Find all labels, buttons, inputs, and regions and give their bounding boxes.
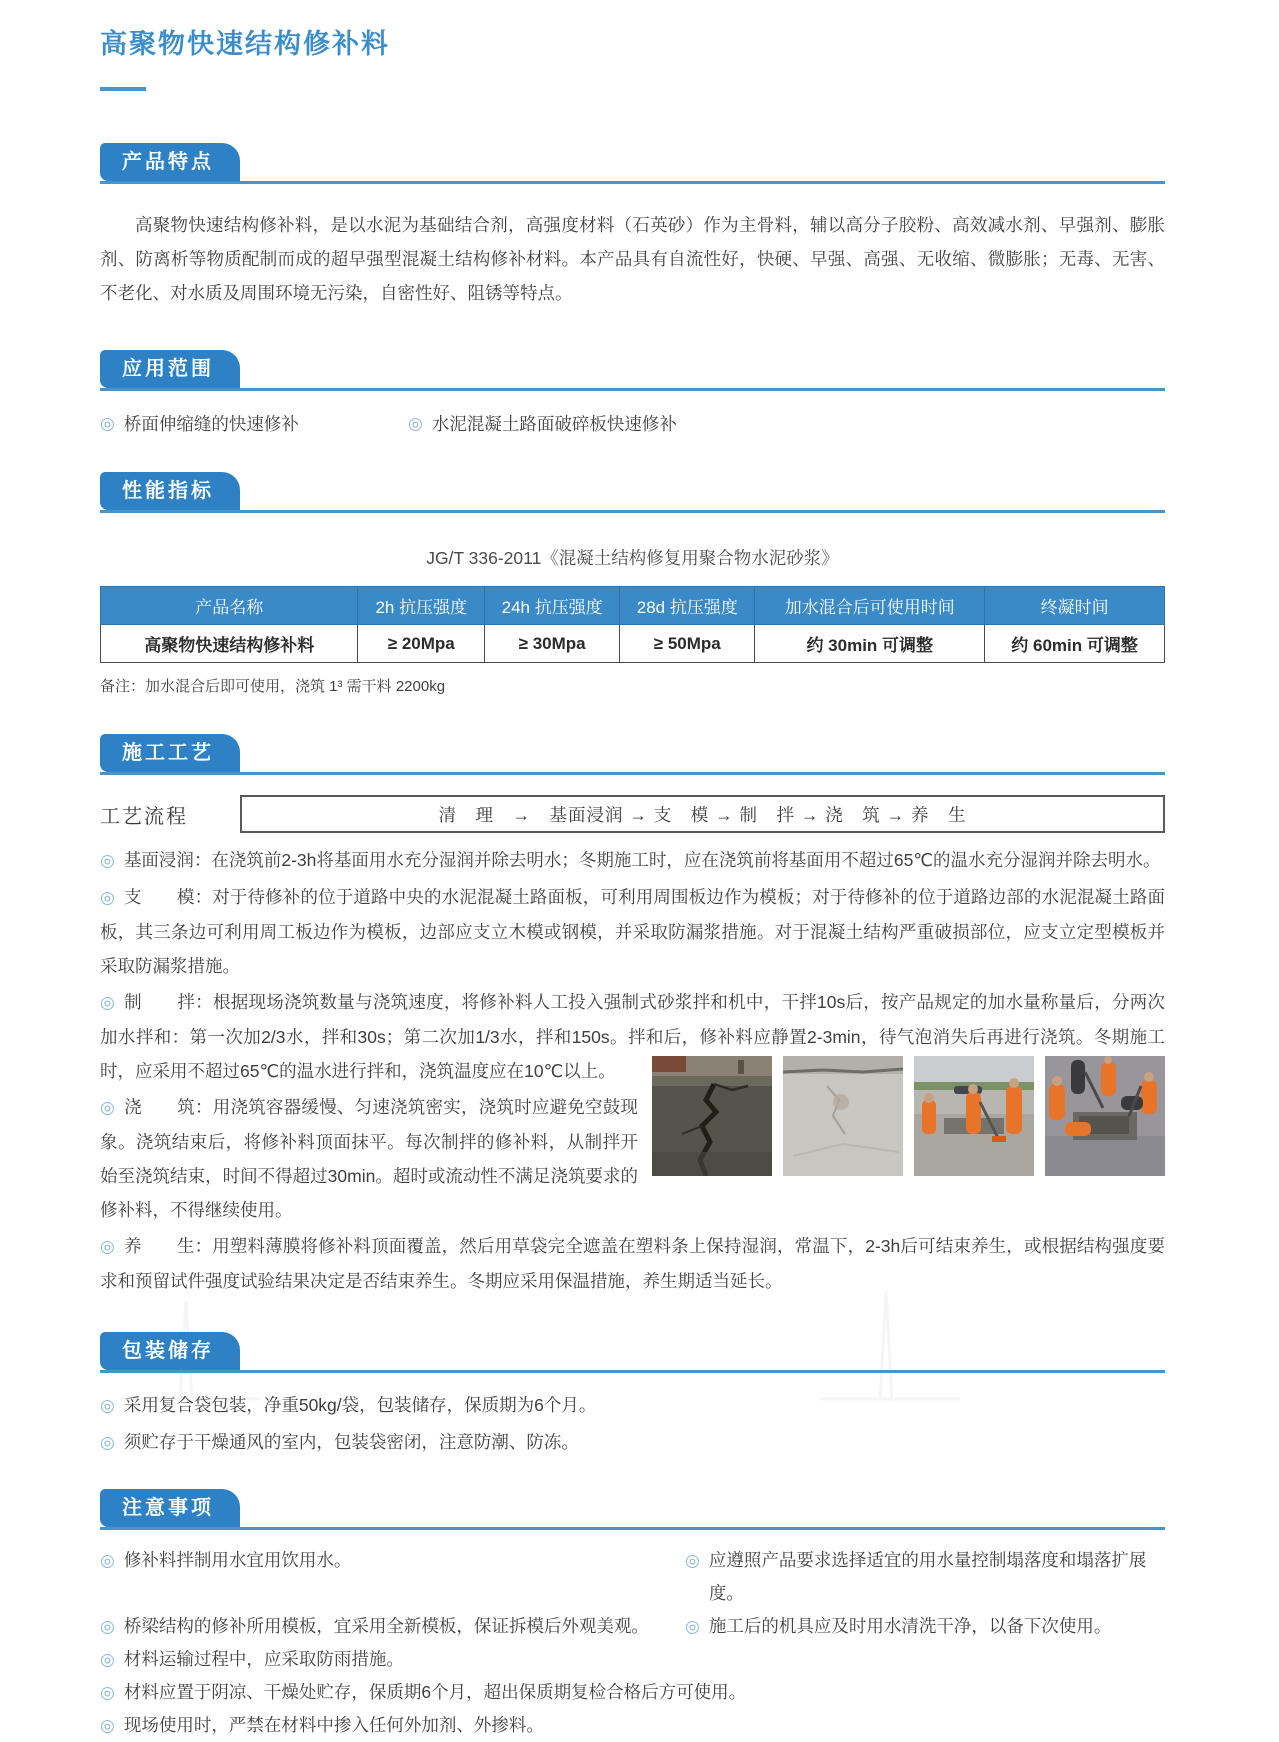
ring-bullet-icon: ◎	[408, 413, 423, 433]
cell-product-name: 高聚物快速结构修补料	[101, 625, 358, 663]
col-header-usable-time: 加水混合后可使用时间	[755, 587, 985, 625]
photo-cracked-wet-pavement	[652, 1056, 772, 1176]
ring-bullet-icon: ◎	[685, 1617, 700, 1636]
notes-grid	[100, 1544, 1165, 1643]
cell-28d: ≥ 50Mpa	[620, 625, 755, 663]
ring-bullet-icon: ◎	[100, 1617, 115, 1636]
step-pouring-wrap	[100, 1090, 1165, 1227]
application-item	[100, 411, 408, 436]
section-head-packaging	[100, 1332, 1165, 1373]
process-flow-row	[100, 795, 1165, 833]
section-badge-packaging: 包装储存	[100, 1332, 240, 1370]
ring-bullet-icon: ◎	[100, 1237, 115, 1256]
photo-concrete-surface-crack	[783, 1056, 903, 1176]
application-item-label: 桥面伸缩缝的快速修补	[123, 414, 299, 434]
notes-full-width	[100, 1643, 1165, 1742]
photo-workers-repairing-patch	[1045, 1056, 1165, 1176]
photo-workers-breaking-slab	[914, 1056, 1034, 1176]
note-item: ◎ 桥梁结构的修补所用模板，宜采用全新模板，保证拆模后外观美观。	[100, 1610, 685, 1643]
packaging-items	[100, 1387, 1165, 1461]
application-items	[100, 411, 1165, 436]
col-header-2h: 2h 抗压强度	[358, 587, 485, 625]
table-note: 备注：加水混合后即可使用，浇筑 1³ 需干料 2200kg	[100, 678, 446, 695]
ring-bullet-icon: ◎	[100, 851, 115, 870]
section-badge-application: 应用范围	[100, 350, 240, 388]
cell-2h: ≥ 20Mpa	[358, 625, 485, 663]
section-head-process	[100, 734, 1165, 775]
ring-bullet-icon: ◎	[100, 888, 115, 907]
cell-usable-time: 约 30min 可调整	[755, 625, 985, 663]
note-item: ◎ 材料运输过程中，应采取防雨措施。	[100, 1643, 1165, 1676]
application-item	[408, 411, 677, 436]
section-badge-features: 产品特点	[100, 143, 240, 181]
features-paragraph: 高聚物快速结构修补料，是以水泥为基础结合剂，高强度材料（石英砂）作为主骨料，辅以高分子胶粉、高效减水剂、早强剂、膨胀剂、防离析等物质配制而成的超早强型混凝土结构修补材料。本产品具有自流性好，快硬、早强、高强、无收缩、微膨胀；无毒、无害、不老化、对水质及周围环境无污染，自密性好、阻锈等特点。	[100, 215, 1165, 303]
ring-bullet-icon: ◎	[100, 1716, 115, 1735]
title-dash	[100, 87, 146, 91]
packaging-item: ◎ 采用复合袋包装，净重50kg/袋，包装储存，保质期为6个月。	[100, 1387, 1165, 1424]
packaging-item: ◎ 须贮存于干燥通风的室内，包装袋密闭，注意防潮、防冻。	[100, 1424, 1165, 1461]
ring-bullet-icon: ◎	[100, 1433, 115, 1452]
cell-final-set: 约 60min 可调整	[985, 625, 1165, 663]
col-header-24h: 24h 抗压强度	[485, 587, 620, 625]
ring-bullet-icon: ◎	[100, 1098, 116, 1117]
section-badge-process: 施工工艺	[100, 734, 240, 772]
note-item: ◎ 施工后的机具应及时用水清洗干净，以备下次使用。	[685, 1610, 1165, 1643]
table-row	[101, 625, 1165, 663]
section-head-features	[100, 143, 1165, 184]
note-item: ◎ 现场使用时，严禁在材料中掺入任何外加剂、外掺料。	[100, 1709, 1165, 1742]
performance-table	[100, 586, 1165, 663]
ring-bullet-icon: ◎	[100, 993, 116, 1012]
ring-bullet-icon: ◎	[100, 1650, 115, 1669]
standard-reference: JG/T 336-2011《混凝土结构修复用聚合物水泥砂浆》	[426, 548, 839, 568]
note-item: ◎ 应遵照产品要求选择适宜的用水量控制塌落度和塌落扩展度。	[685, 1544, 1165, 1610]
ring-bullet-icon: ◎	[100, 1396, 115, 1415]
col-header-final-set: 终凝时间	[985, 587, 1165, 625]
step-curing: ◎ 养 生：用塑料薄膜将修补料顶面覆盖，然后用草袋完全遮盖在塑料条上保持湿润，常温下，2-3h后可结束养生，或根据结构强度要求和预留试件强度试验结果决定是否结束养生。冬期应采用保温措施，养生期适当延长。	[100, 1236, 1165, 1291]
section-head-application	[100, 350, 1165, 391]
col-header-product: 产品名称	[101, 587, 358, 625]
ring-bullet-icon: ◎	[685, 1551, 700, 1570]
section-head-performance	[100, 472, 1165, 513]
ring-bullet-icon: ◎	[100, 1683, 115, 1702]
step-pouring: ◎ 浇 筑：用浇筑容器缓慢、匀速浇筑密实，浇筑时应避免空鼓现象。浇筑结束后，将修补料顶面抹平。每次制拌的修补料，从制拌开始至浇筑结束，时间不得超过30min。超时或流动性不满足浇筑要求的修补料，不得继续使用。	[100, 1097, 639, 1220]
table-header-row	[101, 587, 1165, 625]
flow-chart: 清 理 → 基面浸润 → 支 模 → 制 拌 → 浇 筑 → 养 生	[240, 795, 1165, 833]
section-badge-notes: 注意事项	[100, 1489, 240, 1527]
site-photos	[652, 1056, 1165, 1176]
ring-bullet-icon: ◎	[100, 1551, 115, 1570]
page-title: 高聚物快速结构修补料	[100, 29, 390, 59]
section-badge-performance: 性能指标	[100, 472, 240, 510]
ring-bullet-icon: ◎	[100, 413, 115, 433]
col-header-28d: 28d 抗压强度	[620, 587, 755, 625]
step-formwork: ◎ 支 模：对于待修补的位于道路中央的水泥混凝土路面板，可利用周围板边作为模板；对于待修补的位于道路边部的水泥混凝土路面板，其三条边可利用周工板边作为模板，边部应支立木模或钢模，并采取防漏浆措施。对于混凝土结构严重破损部位，应支立定型模板并采取防漏浆措施。	[100, 887, 1165, 976]
note-item: ◎ 修补料拌制用水宜用饮用水。	[100, 1544, 685, 1610]
application-item-label: 水泥混凝土路面破碎板快速修补	[431, 414, 677, 434]
step-mixing: ◎ 制 拌：根据现场浇筑数量与浇筑速度，将修补料人工投入强制式砂浆拌和机中，干拌10s后，按产品规定的加水量称量后，分两次加水拌和：第一次加2/3水，拌和30s；第二次加1/3水，拌和150s。拌和后，修补料应静置2-3min，待气泡消失后再进行浇筑。冬期施工时，应采用不超过65℃的温水进行拌和，浇筑温度应在10℃以上。	[100, 992, 1165, 1081]
process-steps	[100, 843, 1165, 1298]
note-item: ◎ 材料应置于阴凉、干燥处贮存，保质期6个月，超出保质期复检合格后方可使用。	[100, 1676, 1165, 1709]
step-base-wetting: ◎ 基面浸润：在浇筑前2-3h将基面用水充分湿润并除去明水；冬期施工时，应在浇筑前将基面用不超过65℃的温水充分湿润并除去明水。	[100, 850, 1161, 870]
section-head-notes	[100, 1489, 1165, 1530]
cell-24h: ≥ 30Mpa	[485, 625, 620, 663]
flow-label: 工艺流程	[100, 805, 188, 828]
